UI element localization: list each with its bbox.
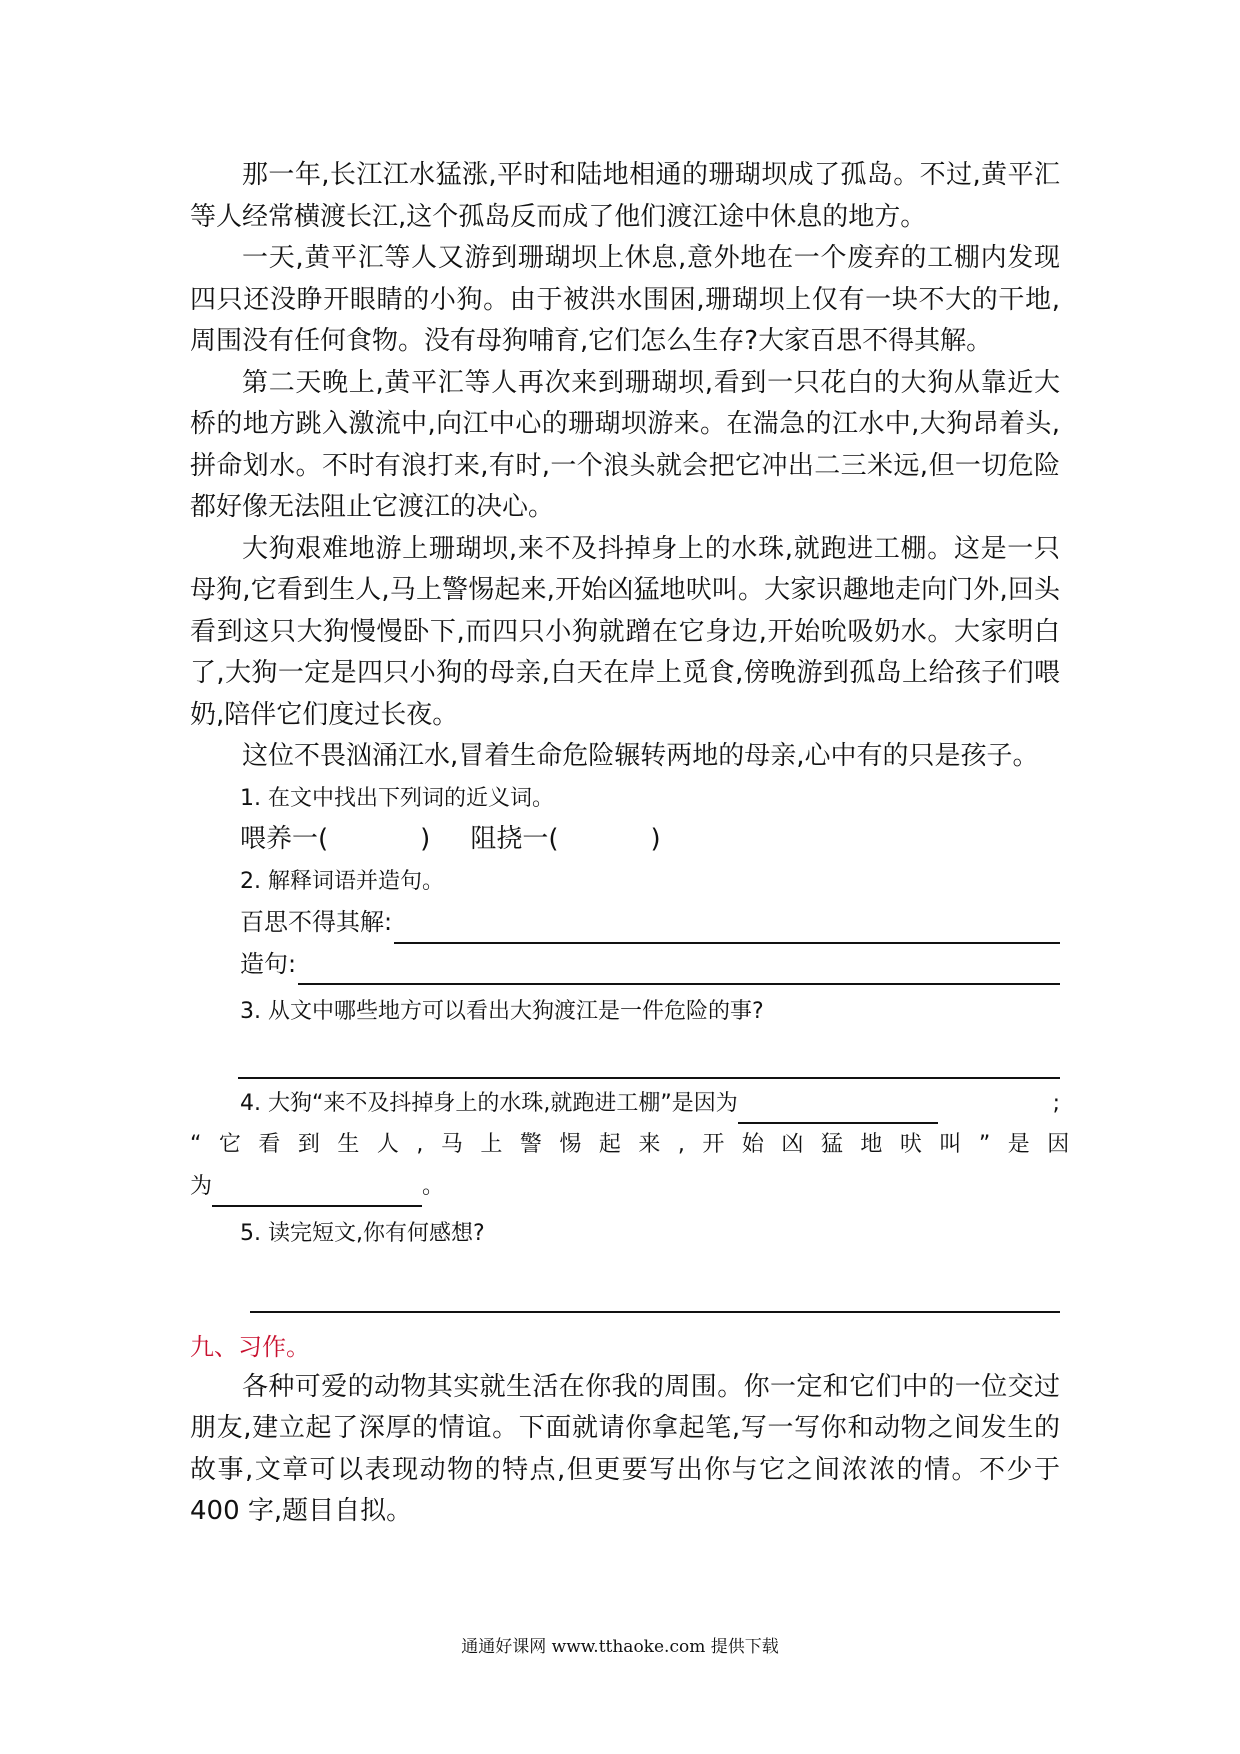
explain-term-label: 百思不得其解:: [240, 908, 393, 936]
story-paragraph-5: 这位不畏汹涌江水,冒着生命危险辗转两地的母亲,心中有的只是孩子。: [242, 741, 1039, 771]
question-4-text-3: 为: [190, 1173, 213, 1199]
synonym-word-2: 阻挠一(: [470, 824, 559, 854]
make-sentence-answer-line[interactable]: [298, 953, 1060, 985]
story-paragraph-3: 第二天晚上,黄平汇等人再次来到珊瑚坝,看到一只花白的大狗从靠近大桥的地方跳入激流中,向江中心的珊瑚坝游来。在湍急的江水中,大狗昂着头,拼命划水。不时有浪打来,有时,一个浪头就会把它冲出二三米远,但一切危险都好像无法阻止它渡江的决心。: [190, 367, 1060, 522]
footer-credit: 通通好课网 www.tthaoke.com 提供下载: [461, 1637, 779, 1657]
explain-term-answer-line[interactable]: [394, 912, 1060, 944]
make-sentence-label: 造句:: [240, 949, 297, 978]
question-4-answer-1[interactable]: [738, 1092, 938, 1124]
story-paragraph-2: 一天,黄平汇等人又游到珊瑚坝上休息,意外地在一个废弃的工棚内发现四只还没睁开眼睛的小狗。由于被洪水围困,珊瑚坝上仅有一块不大的干地,周围没有任何食物。没有母狗哺育,它们怎么生存?大家百思不得其解。: [190, 243, 1060, 356]
question-3-answer-line[interactable]: [238, 1033, 1060, 1079]
question-4-line-3: [190, 1166, 1060, 1208]
question-4-semicolon: ;: [1052, 1090, 1060, 1116]
synonym-close-1: ): [420, 824, 431, 854]
synonym-close-2: ): [650, 824, 661, 854]
question-4-end: 。: [422, 1173, 445, 1199]
question-2: 2. 解释词语并造句。: [240, 868, 444, 894]
question-1-words: [190, 819, 1060, 861]
synonym-word-1: 喂养一(: [240, 824, 329, 854]
explain-term-row: [190, 902, 1060, 944]
story-paragraph-4: 大狗艰难地游上珊瑚坝,来不及抖掉身上的水珠,就跑进工棚。这是一只母狗,它看到生人,马上警惕起来,开始凶猛地吠叫。大家识趣地走向门外,回头看到这只大狗慢慢卧下,而四只小狗就蹭在它身边,开始吮吸奶水。大家明白了,大狗一定是四只小狗的母亲,白天在岸上觅食,傍晚游到孤岛上给孩子们喂奶,陪伴它们度过长夜。: [190, 533, 1060, 730]
section-9-heading: 九、习作。: [190, 1332, 310, 1361]
story-paragraph-1: 那一年,长江江水猛涨,平时和陆地相通的珊瑚坝成了孤岛。不过,黄平汇等人经常横渡长江,这个孤岛反而成了他们渡江途中休息的地方。: [190, 160, 1060, 232]
question-4-text-1: 4. 大狗“来不及抖掉身上的水珠,就跑进工棚”是因为: [240, 1090, 738, 1116]
section-9-prompt: 各种可爱的动物其实就生活在你我的周围。你一定和它们中的一位交过朋友,建立起了深厚的情谊。下面就请你拿起笔,写一写你和动物之间发生的故事,文章可以表现动物的特点,但更要写出你与它之间浓浓的情。不少于 400 字,题目自拟。: [190, 1371, 1060, 1526]
question-5: 5. 读完短文,你有何感想?: [240, 1221, 485, 1246]
main-content: [190, 155, 1087, 1533]
question-3: 3. 从文中哪些地方可以看出大狗渡江是一件危险的事?: [240, 999, 764, 1024]
question-1: 1. 在文中找出下列词的近义词。: [240, 785, 554, 811]
question-5-answer-line[interactable]: [250, 1255, 1060, 1313]
make-sentence-row: [190, 944, 1060, 986]
question-4-line-1: [190, 1083, 1060, 1125]
question-4-text-2: “它看到生人,马上警惕起来,开始凶猛地吠叫”是因: [190, 1132, 1087, 1157]
question-4-answer-2[interactable]: [212, 1175, 422, 1207]
